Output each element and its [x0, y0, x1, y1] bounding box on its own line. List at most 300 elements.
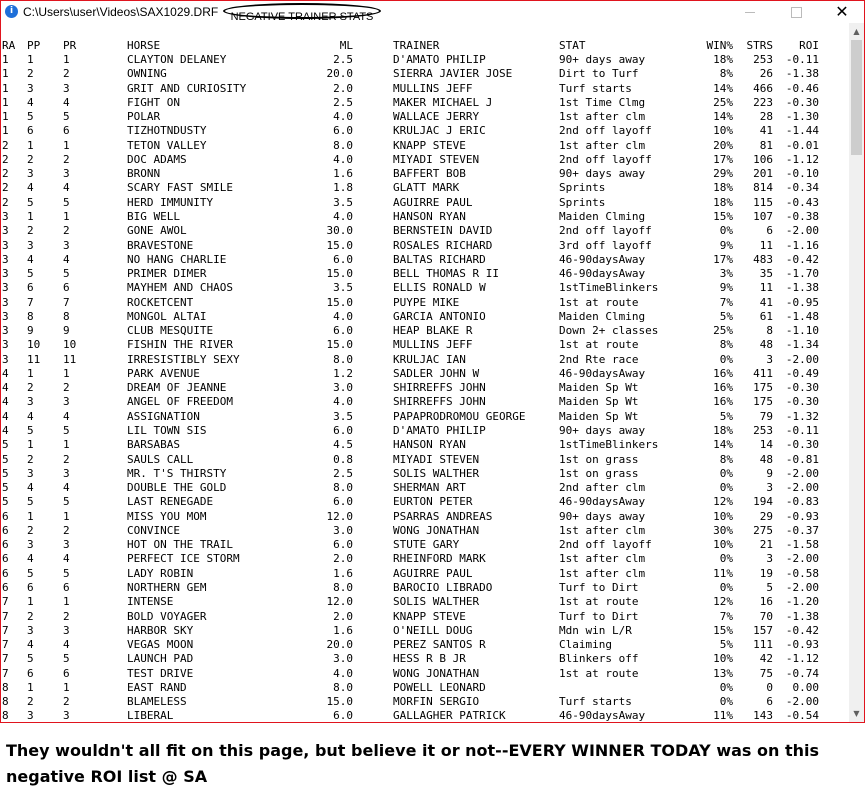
cell-stat: Blinkers off	[559, 652, 639, 666]
cell-stat: Turf to Dirt	[559, 609, 639, 623]
table-row	[1, 709, 849, 722]
table-row	[1, 82, 849, 96]
cell-win: 16%	[713, 395, 733, 409]
cell-ml: 1.6	[333, 167, 353, 181]
cell-pr: 3	[63, 81, 70, 95]
table-row	[1, 353, 849, 367]
cell-ml: 6.0	[333, 324, 353, 338]
cell-trainer: HANSON RYAN	[393, 209, 466, 223]
cell-pp: 6	[27, 666, 34, 680]
cell-trainer: MAKER MICHAEL J	[393, 95, 493, 109]
cell-ml: 6.0	[333, 495, 353, 509]
cell-strs: 275	[753, 523, 773, 537]
cell-win: 30%	[713, 523, 733, 537]
cell-horse: HARBOR SKY	[127, 623, 194, 637]
cell-roi: -1.30	[785, 110, 819, 124]
cell-trainer: ELLIS RONALD W	[393, 281, 486, 295]
table-row	[1, 610, 849, 624]
cell-pr: 1	[63, 366, 70, 380]
table-row	[1, 395, 849, 409]
cell-ml: 8.0	[333, 580, 353, 594]
cell-pr: 1	[63, 595, 70, 609]
cell-roi: -2.00	[785, 481, 819, 495]
cell-pp: 4	[27, 409, 34, 423]
cell-ml: 15.0	[326, 267, 353, 281]
cell-ml: 3.0	[333, 652, 353, 666]
cell-ml: 2.0	[333, 609, 353, 623]
cell-roi: -1.38	[785, 609, 819, 623]
cell-horse: CLAYTON DELANEY	[127, 53, 227, 66]
cell-ra: 2	[2, 195, 9, 209]
cell-win: 25%	[713, 95, 733, 109]
cell-win: 16%	[713, 366, 733, 380]
cell-trainer: SHIRREFFS JOHN	[393, 395, 486, 409]
cell-pp: 3	[27, 466, 34, 480]
cell-roi: -2.00	[785, 224, 819, 238]
cell-trainer: MIYADI STEVEN	[393, 152, 480, 166]
cell-pp: 3	[27, 395, 34, 409]
info-icon: i	[5, 5, 18, 18]
cell-roi: 0.00	[792, 680, 819, 694]
cell-ra: 8	[2, 695, 9, 709]
cell-roi: -1.38	[785, 281, 819, 295]
cell-roi: -0.95	[785, 295, 819, 309]
cell-ml: 6.0	[333, 424, 353, 438]
cell-pp: 1	[27, 53, 34, 66]
cell-roi: -1.12	[785, 652, 819, 666]
cell-win: 0%	[719, 552, 733, 566]
cell-stat: 1st after clm	[559, 138, 646, 152]
cell-win: 0%	[719, 352, 733, 366]
cell-win: 8%	[719, 338, 733, 352]
table-row	[1, 538, 849, 552]
cell-trainer: BELL THOMAS R II	[393, 267, 499, 281]
table-row	[1, 681, 849, 695]
cell-stat: Sprints	[559, 181, 606, 195]
cell-trainer: SADLER JOHN W	[393, 366, 480, 380]
cell-trainer: WALLACE JERRY	[393, 110, 480, 124]
cell-strs: 6	[766, 695, 773, 709]
cell-win: 8%	[719, 452, 733, 466]
cell-stat: Down 2+ classes	[559, 324, 659, 338]
cell-ml: 15.0	[326, 695, 353, 709]
title-bar[interactable]	[1, 1, 864, 23]
cell-pp: 6	[27, 281, 34, 295]
cell-trainer: HESS R B JR	[393, 652, 466, 666]
cell-pp: 9	[27, 324, 34, 338]
cell-win: 18%	[713, 424, 733, 438]
cell-roi: -0.83	[785, 495, 819, 509]
table-row	[1, 210, 849, 224]
header-trainer: TRAINER	[393, 39, 440, 52]
cell-trainer: KRULJAC J ERIC	[393, 124, 486, 138]
cell-pp: 1	[27, 438, 34, 452]
cell-roi: -0.42	[785, 252, 819, 266]
cell-strs: 11	[759, 281, 773, 295]
close-button[interactable]	[819, 1, 865, 23]
cell-strs: 111	[753, 638, 773, 652]
cell-pr: 3	[63, 709, 70, 722]
cell-horse: GRIT AND CURIOSITY	[127, 81, 247, 95]
cell-trainer: PSARRAS ANDREAS	[393, 509, 493, 523]
cell-stat: 1st at route	[559, 338, 639, 352]
table-row	[1, 181, 849, 195]
cell-pr: 2	[63, 67, 70, 81]
table-row	[1, 367, 849, 381]
scroll-up-icon[interactable]: ▲	[853, 27, 860, 36]
cell-roi: -0.30	[785, 395, 819, 409]
table-header	[1, 39, 849, 53]
cell-ml: 1.8	[333, 181, 353, 195]
cell-win: 5%	[719, 309, 733, 323]
scroll-down-icon[interactable]: ▼	[853, 709, 860, 718]
annotation-oval	[223, 3, 381, 23]
cell-roi: -0.38	[785, 209, 819, 223]
cell-trainer: MULLINS JEFF	[393, 338, 473, 352]
table-row	[1, 524, 849, 538]
cell-stat: 46-90daysAway	[559, 366, 646, 380]
cell-horse: BRAVESTONE	[127, 238, 194, 252]
cell-trainer: BAFFERT BOB	[393, 167, 466, 181]
cell-ml: 4.0	[333, 309, 353, 323]
cell-pr: 6	[63, 580, 70, 594]
cell-horse: GONE AWOL	[127, 224, 187, 238]
cell-roi: -0.58	[785, 566, 819, 580]
cell-ml: 12.0	[326, 595, 353, 609]
cell-strs: 814	[753, 181, 773, 195]
cell-trainer: RHEINFORD MARK	[393, 552, 486, 566]
cell-pr: 5	[63, 652, 70, 666]
header-pp: PP	[27, 39, 41, 52]
cell-win: 7%	[719, 609, 733, 623]
cell-win: 5%	[719, 409, 733, 423]
cell-pp: 5	[27, 424, 34, 438]
header-pr: PR	[63, 39, 77, 52]
cell-win: 8%	[719, 67, 733, 81]
cell-roi: -0.11	[785, 53, 819, 66]
cell-strs: 42	[759, 652, 773, 666]
cell-stat: 2nd off layoff	[559, 124, 652, 138]
cell-ml: 1.6	[333, 566, 353, 580]
cell-win: 12%	[713, 595, 733, 609]
table-row	[1, 667, 849, 681]
cell-roi: -0.01	[785, 138, 819, 152]
cell-stat: Turf starts	[559, 81, 632, 95]
cell-roi: -2.00	[785, 580, 819, 594]
cell-horse: TIZHOTNDUSTY	[127, 124, 207, 138]
cell-horse: LADY ROBIN	[127, 566, 194, 580]
cell-strs: 75	[759, 666, 773, 680]
cell-stat: 90+ days away	[559, 424, 646, 438]
cell-roi: -0.42	[785, 623, 819, 637]
cell-horse: BARSABAS	[127, 438, 180, 452]
cell-pr: 3	[63, 623, 70, 637]
cell-roi: -0.93	[785, 638, 819, 652]
scroll-thumb[interactable]	[851, 40, 862, 155]
cell-win: 18%	[713, 195, 733, 209]
table-row	[1, 96, 849, 110]
cell-ra: 6	[2, 538, 9, 552]
cell-ml: 12.0	[326, 509, 353, 523]
cell-pr: 6	[63, 124, 70, 138]
table-row	[1, 110, 849, 124]
caption-text: They wouldn't all fit on this page, but believe it or not--EVERY WINNER TODAY was on this negative ROI list @ SA	[6, 741, 819, 786]
cell-strs: 21	[759, 538, 773, 552]
cell-pr: 2	[63, 224, 70, 238]
stats-table	[1, 39, 849, 722]
table-row	[1, 552, 849, 566]
cell-pp: 4	[27, 95, 34, 109]
cell-trainer: SHERMAN ART	[393, 481, 466, 495]
cell-pp: 1	[27, 366, 34, 380]
cell-win: 11%	[713, 709, 733, 722]
cell-pp: 6	[27, 580, 34, 594]
cell-stat: 1st on grass	[559, 466, 639, 480]
cell-horse: LAST RENEGADE	[127, 495, 214, 509]
cell-ra: 8	[2, 709, 9, 722]
maximize-button[interactable]	[773, 1, 819, 23]
cell-win: 0%	[719, 224, 733, 238]
cell-ml: 2.5	[333, 466, 353, 480]
cell-ml: 2.0	[333, 552, 353, 566]
cell-win: 25%	[713, 324, 733, 338]
cell-ra: 2	[2, 152, 9, 166]
vertical-scrollbar[interactable]	[849, 23, 864, 722]
cell-pp: 5	[27, 110, 34, 124]
cell-horse: MISS YOU MOM	[127, 509, 207, 523]
cell-ra: 1	[2, 53, 9, 66]
table-row	[1, 381, 849, 395]
cell-trainer: PAPAPRODROMOU GEORGE	[393, 409, 526, 423]
cell-stat: 2nd after clm	[559, 481, 646, 495]
table-row	[1, 167, 849, 181]
cell-ra: 6	[2, 566, 9, 580]
cell-ra: 4	[2, 424, 9, 438]
cell-strs: 29	[759, 509, 773, 523]
header-roi: ROI	[799, 39, 819, 52]
cell-horse: FISHIN THE RIVER	[127, 338, 233, 352]
cell-ml: 1.6	[333, 623, 353, 637]
cell-strs: 253	[753, 424, 773, 438]
cell-horse: PRIMER DIMER	[127, 267, 207, 281]
cell-trainer: PUYPE MIKE	[393, 295, 460, 309]
cell-horse: MAYHEM AND CHAOS	[127, 281, 233, 295]
cell-ml: 20.0	[326, 67, 353, 81]
cell-strs: 41	[759, 295, 773, 309]
cell-strs: 61	[759, 309, 773, 323]
cell-stat: 1st after clm	[559, 523, 646, 537]
cell-trainer: KNAPP STEVE	[393, 609, 466, 623]
cell-pr: 10	[63, 338, 77, 352]
cell-roi: -1.34	[785, 338, 819, 352]
minimize-button[interactable]	[727, 1, 773, 23]
table-row	[1, 253, 849, 267]
cell-horse: BIG WELL	[127, 209, 180, 223]
table-row	[1, 453, 849, 467]
cell-ra: 5	[2, 466, 9, 480]
annotation-label: NEGATIVE TRAINER STATS	[230, 11, 374, 23]
cell-ra: 1	[2, 124, 9, 138]
cell-pp: 5	[27, 566, 34, 580]
cell-pr: 8	[63, 309, 70, 323]
cell-trainer: SIERRA JAVIER JOSE	[393, 67, 513, 81]
cell-pp: 1	[27, 138, 34, 152]
cell-win: 0%	[719, 466, 733, 480]
table-row	[1, 281, 849, 295]
cell-stat: 1st on grass	[559, 452, 639, 466]
cell-horse: OWNING	[127, 67, 167, 81]
cell-horse: DREAM OF JEANNE	[127, 381, 227, 395]
cell-strs: 14	[759, 438, 773, 452]
cell-win: 0%	[719, 481, 733, 495]
cell-roi: -0.54	[785, 709, 819, 722]
cell-stat: 3rd off layoff	[559, 238, 652, 252]
cell-trainer: SOLIS WALTHER	[393, 595, 480, 609]
cell-ra: 3	[2, 281, 9, 295]
cell-win: 15%	[713, 209, 733, 223]
cell-strs: 157	[753, 623, 773, 637]
cell-stat: 1stTimeBlinkers	[559, 438, 659, 452]
cell-pr: 6	[63, 666, 70, 680]
cell-roi: -2.00	[785, 352, 819, 366]
cell-pr: 1	[63, 438, 70, 452]
cell-ml: 3.5	[333, 409, 353, 423]
cell-ml: 3.0	[333, 523, 353, 537]
cell-win: 29%	[713, 167, 733, 181]
cell-pr: 1	[63, 680, 70, 694]
cell-strs: 411	[753, 366, 773, 380]
cell-horse: HERD IMMUNITY	[127, 195, 214, 209]
cell-ra: 7	[2, 623, 9, 637]
cell-trainer: STUTE GARY	[393, 538, 460, 552]
cell-strs: 223	[753, 95, 773, 109]
cell-win: 15%	[713, 623, 733, 637]
cell-strs: 11	[759, 238, 773, 252]
cell-win: 7%	[719, 295, 733, 309]
cell-ra: 1	[2, 67, 9, 81]
cell-ra: 2	[2, 167, 9, 181]
cell-ml: 15.0	[326, 338, 353, 352]
cell-ra: 1	[2, 95, 9, 109]
header-horse: HORSE	[127, 39, 161, 52]
cell-pp: 3	[27, 167, 34, 181]
cell-pr: 1	[63, 138, 70, 152]
cell-pr: 2	[63, 381, 70, 395]
cell-trainer: MORFIN SERGIO	[393, 695, 480, 709]
cell-stat: 1st at route	[559, 666, 639, 680]
cell-stat: Maiden Clming	[559, 309, 646, 323]
window-title: C:\Users\user\Videos\SAX1029.DRF	[23, 5, 219, 19]
table-row	[1, 267, 849, 281]
cell-horse: EAST RAND	[127, 680, 187, 694]
cell-pp: 4	[27, 481, 34, 495]
cell-stat: 1st Time Clmg	[559, 95, 646, 109]
header-stat: STAT	[559, 39, 586, 52]
cell-horse: MR. T'S THIRSTY	[127, 466, 227, 480]
cell-pr: 6	[63, 281, 70, 295]
table-row	[1, 638, 849, 652]
cell-stat: 46-90daysAway	[559, 252, 646, 266]
table-row	[1, 652, 849, 666]
table-row	[1, 196, 849, 210]
cell-pp: 2	[27, 609, 34, 623]
cell-pr: 4	[63, 638, 70, 652]
cell-ra: 7	[2, 666, 9, 680]
cell-trainer: KRULJAC IAN	[393, 352, 466, 366]
maximize-icon	[791, 7, 802, 18]
cell-ra: 3	[2, 338, 9, 352]
cell-strs: 41	[759, 124, 773, 138]
cell-pp: 8	[27, 309, 34, 323]
cell-horse: VEGAS MOON	[127, 638, 194, 652]
cell-trainer: ROSALES RICHARD	[393, 238, 493, 252]
cell-ml: 2.5	[333, 53, 353, 66]
cell-strs: 6	[766, 224, 773, 238]
cell-stat: 1st after clm	[559, 566, 646, 580]
cell-roi: -1.70	[785, 267, 819, 281]
cell-trainer: D'AMATO PHILIP	[393, 53, 486, 66]
cell-ra: 7	[2, 595, 9, 609]
cell-trainer: MULLINS JEFF	[393, 81, 473, 95]
cell-stat: 1st at route	[559, 595, 639, 609]
cell-ra: 5	[2, 481, 9, 495]
cell-stat: Maiden Sp Wt	[559, 395, 639, 409]
cell-roi: -1.44	[785, 124, 819, 138]
cell-pr: 3	[63, 238, 70, 252]
cell-pp: 3	[27, 709, 34, 722]
cell-ra: 3	[2, 224, 9, 238]
cell-strs: 483	[753, 252, 773, 266]
cell-pr: 2	[63, 452, 70, 466]
cell-ra: 8	[2, 680, 9, 694]
cell-stat: 1st after clm	[559, 110, 646, 124]
cell-win: 16%	[713, 381, 733, 395]
cell-strs: 16	[759, 595, 773, 609]
cell-ml: 3.0	[333, 381, 353, 395]
cell-horse: NO HANG CHARLIE	[127, 252, 227, 266]
cell-win: 10%	[713, 652, 733, 666]
close-icon: ✕	[835, 2, 849, 21]
cell-strs: 79	[759, 409, 773, 423]
cell-horse: DOC ADAMS	[127, 152, 187, 166]
cell-pr: 3	[63, 167, 70, 181]
cell-trainer: HEAP BLAKE R	[393, 324, 473, 338]
cell-strs: 70	[759, 609, 773, 623]
cell-stat: Turf starts	[559, 695, 632, 709]
cell-strs: 175	[753, 395, 773, 409]
cell-ra: 6	[2, 552, 9, 566]
cell-stat: Mdn win L/R	[559, 623, 632, 637]
cell-strs: 9	[766, 466, 773, 480]
cell-pr: 5	[63, 267, 70, 281]
cell-ra: 7	[2, 652, 9, 666]
cell-roi: -0.74	[785, 666, 819, 680]
cell-ml: 4.0	[333, 110, 353, 124]
cell-horse: NORTHERN GEM	[127, 580, 207, 594]
cell-pp: 2	[27, 523, 34, 537]
table-row	[1, 595, 849, 609]
cell-pp: 1	[27, 509, 34, 523]
cell-ml: 4.5	[333, 438, 353, 452]
cell-ra: 4	[2, 395, 9, 409]
cell-win: 14%	[713, 438, 733, 452]
cell-roi: -0.34	[785, 181, 819, 195]
cell-roi: -1.20	[785, 595, 819, 609]
table-row	[1, 239, 849, 253]
cell-pr: 5	[63, 195, 70, 209]
cell-pr: 1	[63, 209, 70, 223]
cell-strs: 466	[753, 81, 773, 95]
